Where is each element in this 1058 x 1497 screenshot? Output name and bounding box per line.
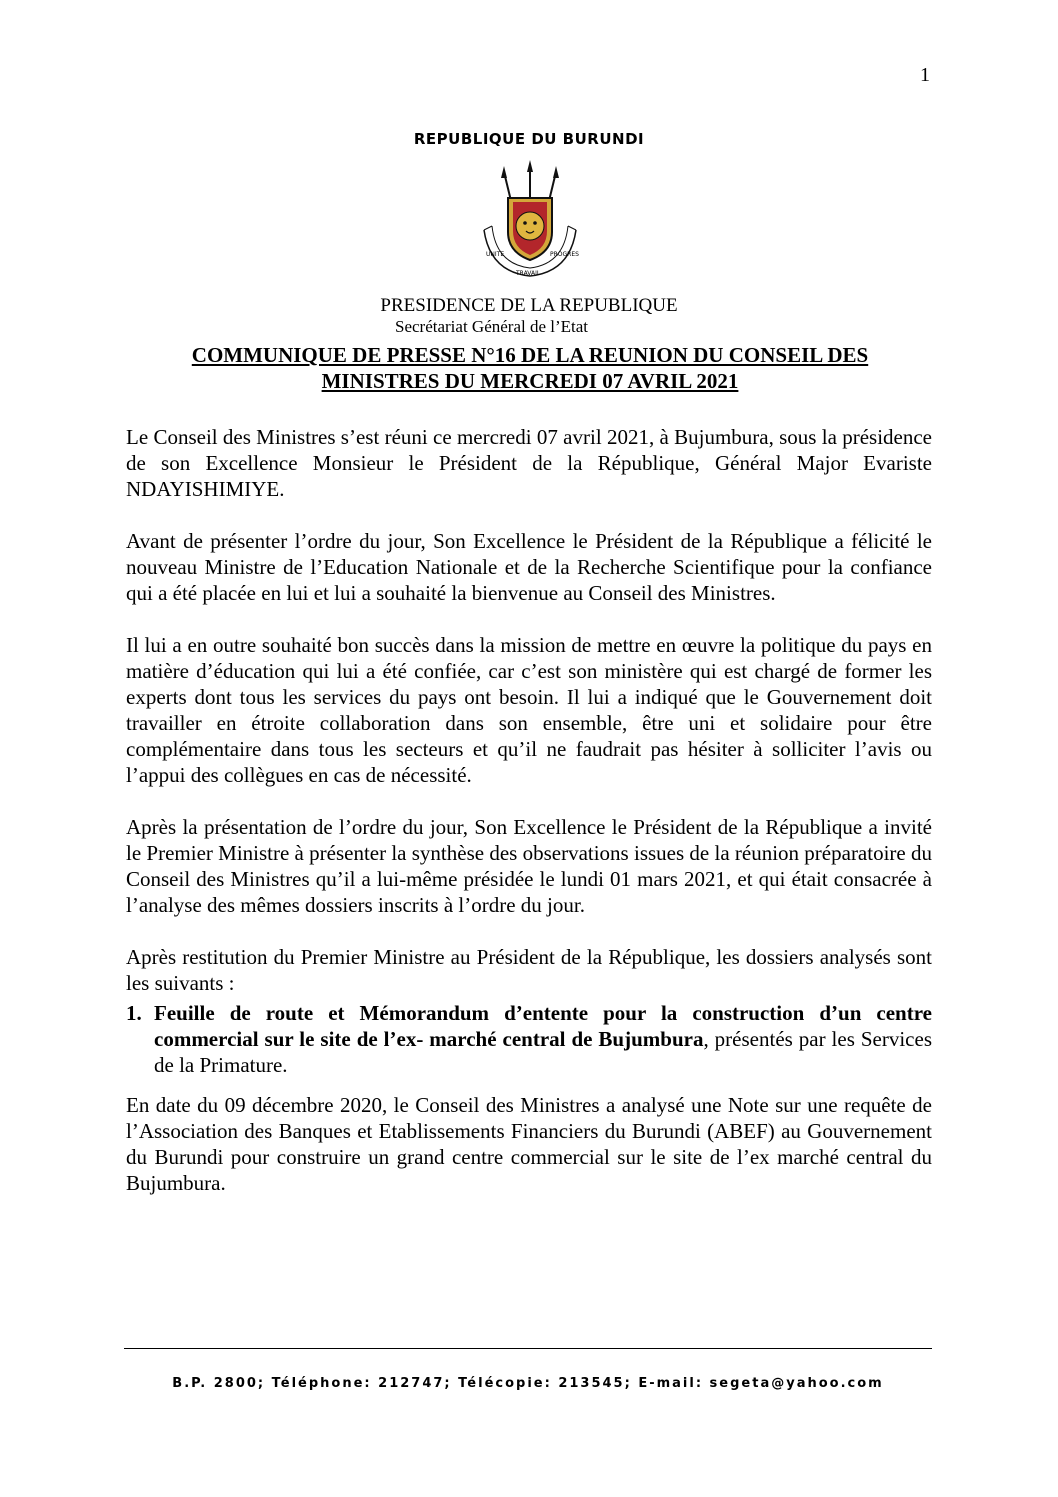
coat-of-arms-emblem — [470, 160, 590, 285]
press-release-title — [115, 342, 945, 394]
agenda-item-text — [154, 1000, 932, 1078]
agenda-item-suffix: , présentés par les Services de la Primature. — [154, 1027, 932, 1077]
presidence-heading: PRESIDENCE DE LA REPUBLIQUE — [380, 295, 678, 316]
motto-unite: UNITE — [486, 251, 505, 258]
title-line-1: COMMUNIQUE DE PRESSE N°16 DE LA REUNION DU CONSEIL DES — [191, 343, 869, 367]
paragraph-5: Après restitution du Premier Ministre au Président de la République, les dossiers analysés sont les suivants : — [126, 945, 932, 995]
paragraph-1: Le Conseil des Ministres s’est réuni ce mercredi 07 avril 2021, à Bujumbura, sous la présidence de son Excellence Monsieur le Président de la République, Général Major Evariste NDAYISHIMIYE. — [126, 425, 932, 501]
footer-divider — [124, 1348, 932, 1349]
agenda-item-title: Feuille de route et Mémorandum d’entente pour la construction d’un centre commercial sur le site de l’ex- marché central de Bujumbura — [154, 1001, 932, 1051]
republic-heading: REPUBLIQUE DU BURUNDI — [413, 130, 645, 148]
title-line-2: MINISTRES DU MERCREDI 07 AVRIL 2021 — [321, 369, 739, 393]
paragraph-2: Avant de présenter l’ordre du jour, Son Excellence le Président de la République a félicité le nouveau Ministre de l’Education Nationale et de la Recherche Scientifique pour la confiance qui a été placée en lui et lui a souhaité la bienvenue au Conseil des Ministres. — [126, 529, 932, 605]
closing-paragraph: En date du 09 décembre 2020, le Conseil des Ministres a analysé une Note sur une requête de l’Association des Banques et Etablissements Financiers du Burundi (ABEF) au Gouvernement du Burundi pour construire un grand centre commercial sur le site de l’ex marché central du Bujumbura. — [126, 1093, 932, 1195]
secretariat-heading: Secrétariat Général de l’Etat — [395, 317, 589, 336]
paragraph-3: Il lui a en outre souhaité bon succès dans la mission de mettre en œuvre la politique du pays en matière d’éducation qui lui a été confiée, car c’est son ministère qui est chargé de former les experts dont tous les services du pays ont besoin. Il lui a indiqué que le Gouvernement doit travailler en étroite collaboration dans son ensemble, être uni et solidaire pour être complémentaire dans tous les secteurs et qu’il ne faudrait pas hésiter à solliciter l’avis ou l’appui des collègues en cas de nécessité. — [126, 633, 932, 787]
agenda-item-number: 1. — [126, 1001, 142, 1025]
footer-contact: B.P. 2800; Téléphone: 212747; Télécopie: 213545; E-mail: segeta@yahoo.com — [172, 1376, 884, 1391]
page-number: 1 — [920, 64, 930, 86]
agenda-item-1 — [126, 1000, 932, 1078]
document-body — [126, 424, 932, 1196]
motto-progres: PROGRES — [550, 251, 579, 258]
paragraph-4: Après la présentation de l’ordre du jour, Son Excellence le Président de la République a invité le Premier Ministre à présenter la synthèse des observations issues de la réunion préparatoire du Conseil des Ministres qu’il a lui-même présidée le lundi 01 mars 2021, et qui était consacrée à l’analyse des mêmes dossiers inscrits à l’ordre du jour. — [126, 815, 932, 917]
motto-travail: TRAVAIL — [516, 270, 541, 277]
